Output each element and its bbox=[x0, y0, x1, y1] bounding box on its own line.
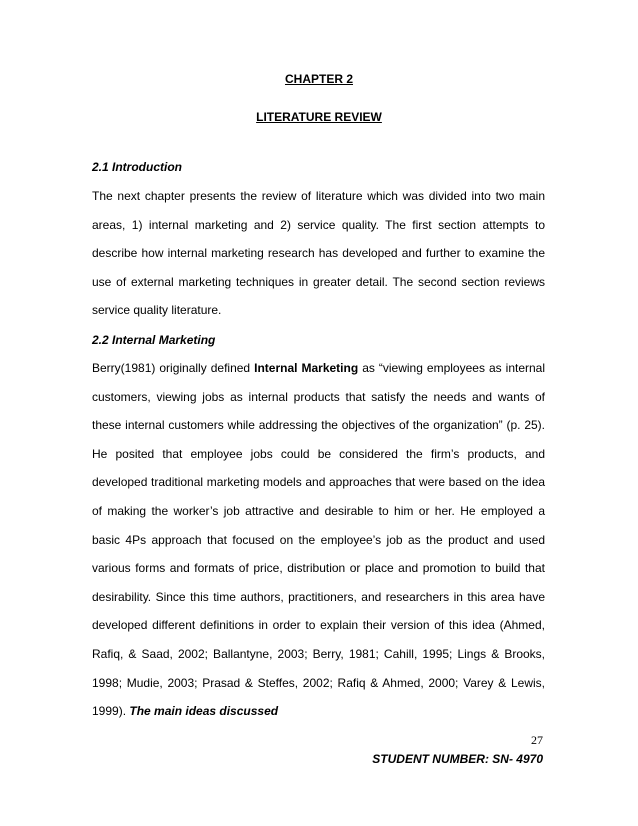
paragraph-introduction: The next chapter presents the review of literature which was divided into two main areas, 1) internal marketing and 2) service quality. The first section attempts to describe how internal marketing research has developed and further to examine the use of external marketing techniques in greater detail. The second section reviews service quality literature. bbox=[92, 189, 545, 318]
paragraph-text-body: as “viewing employees as internal customers, viewing jobs as internal products that satisfy the needs and wants of these internal customers while addressing the objectives of the organization” (p. 25). He posited that employee jobs could be considered the firm’s products, and developed traditional marketing models and approaches that were based on the idea of making the worker’s job attractive and desirable to him or her. He employed a basic 4Ps approach that focused on the employee’s job as the product and used various forms and formats of price, distribution or place and promotion to build that desirability. Since this time authors, practitioners, and researchers in this area have developed different definitions in order to explain their version of this idea (Ahmed, Rafiq, & Saad, 2002; Ballantyne, 2003; Berry, 1981; Cahill, 1995; Lings & Brooks, 1998; Mudie, 2003; Prasad & Steffes, 2002; Rafiq & Ahmed, 2000; Varey & Lewis, 1999). bbox=[92, 361, 546, 719]
paragraph-text-start: Berry(1981) originally defined bbox=[92, 361, 255, 375]
section-heading-introduction: 2.1 Introduction bbox=[92, 160, 182, 174]
bold-italic-tail: The main ideas discussed bbox=[129, 704, 279, 719]
section-heading-internal-marketing: 2.2 Internal Marketing bbox=[92, 333, 216, 347]
bold-term-internal-marketing: Internal Marketing bbox=[254, 361, 359, 375]
paragraph-internal-marketing bbox=[92, 354, 545, 726]
chapter-title: LITERATURE REVIEW bbox=[256, 110, 382, 124]
page-number: 27 bbox=[531, 733, 543, 747]
chapter-heading: CHAPTER 2 bbox=[284, 72, 353, 86]
student-number: STUDENT NUMBER: SN- 4970 bbox=[372, 752, 543, 766]
